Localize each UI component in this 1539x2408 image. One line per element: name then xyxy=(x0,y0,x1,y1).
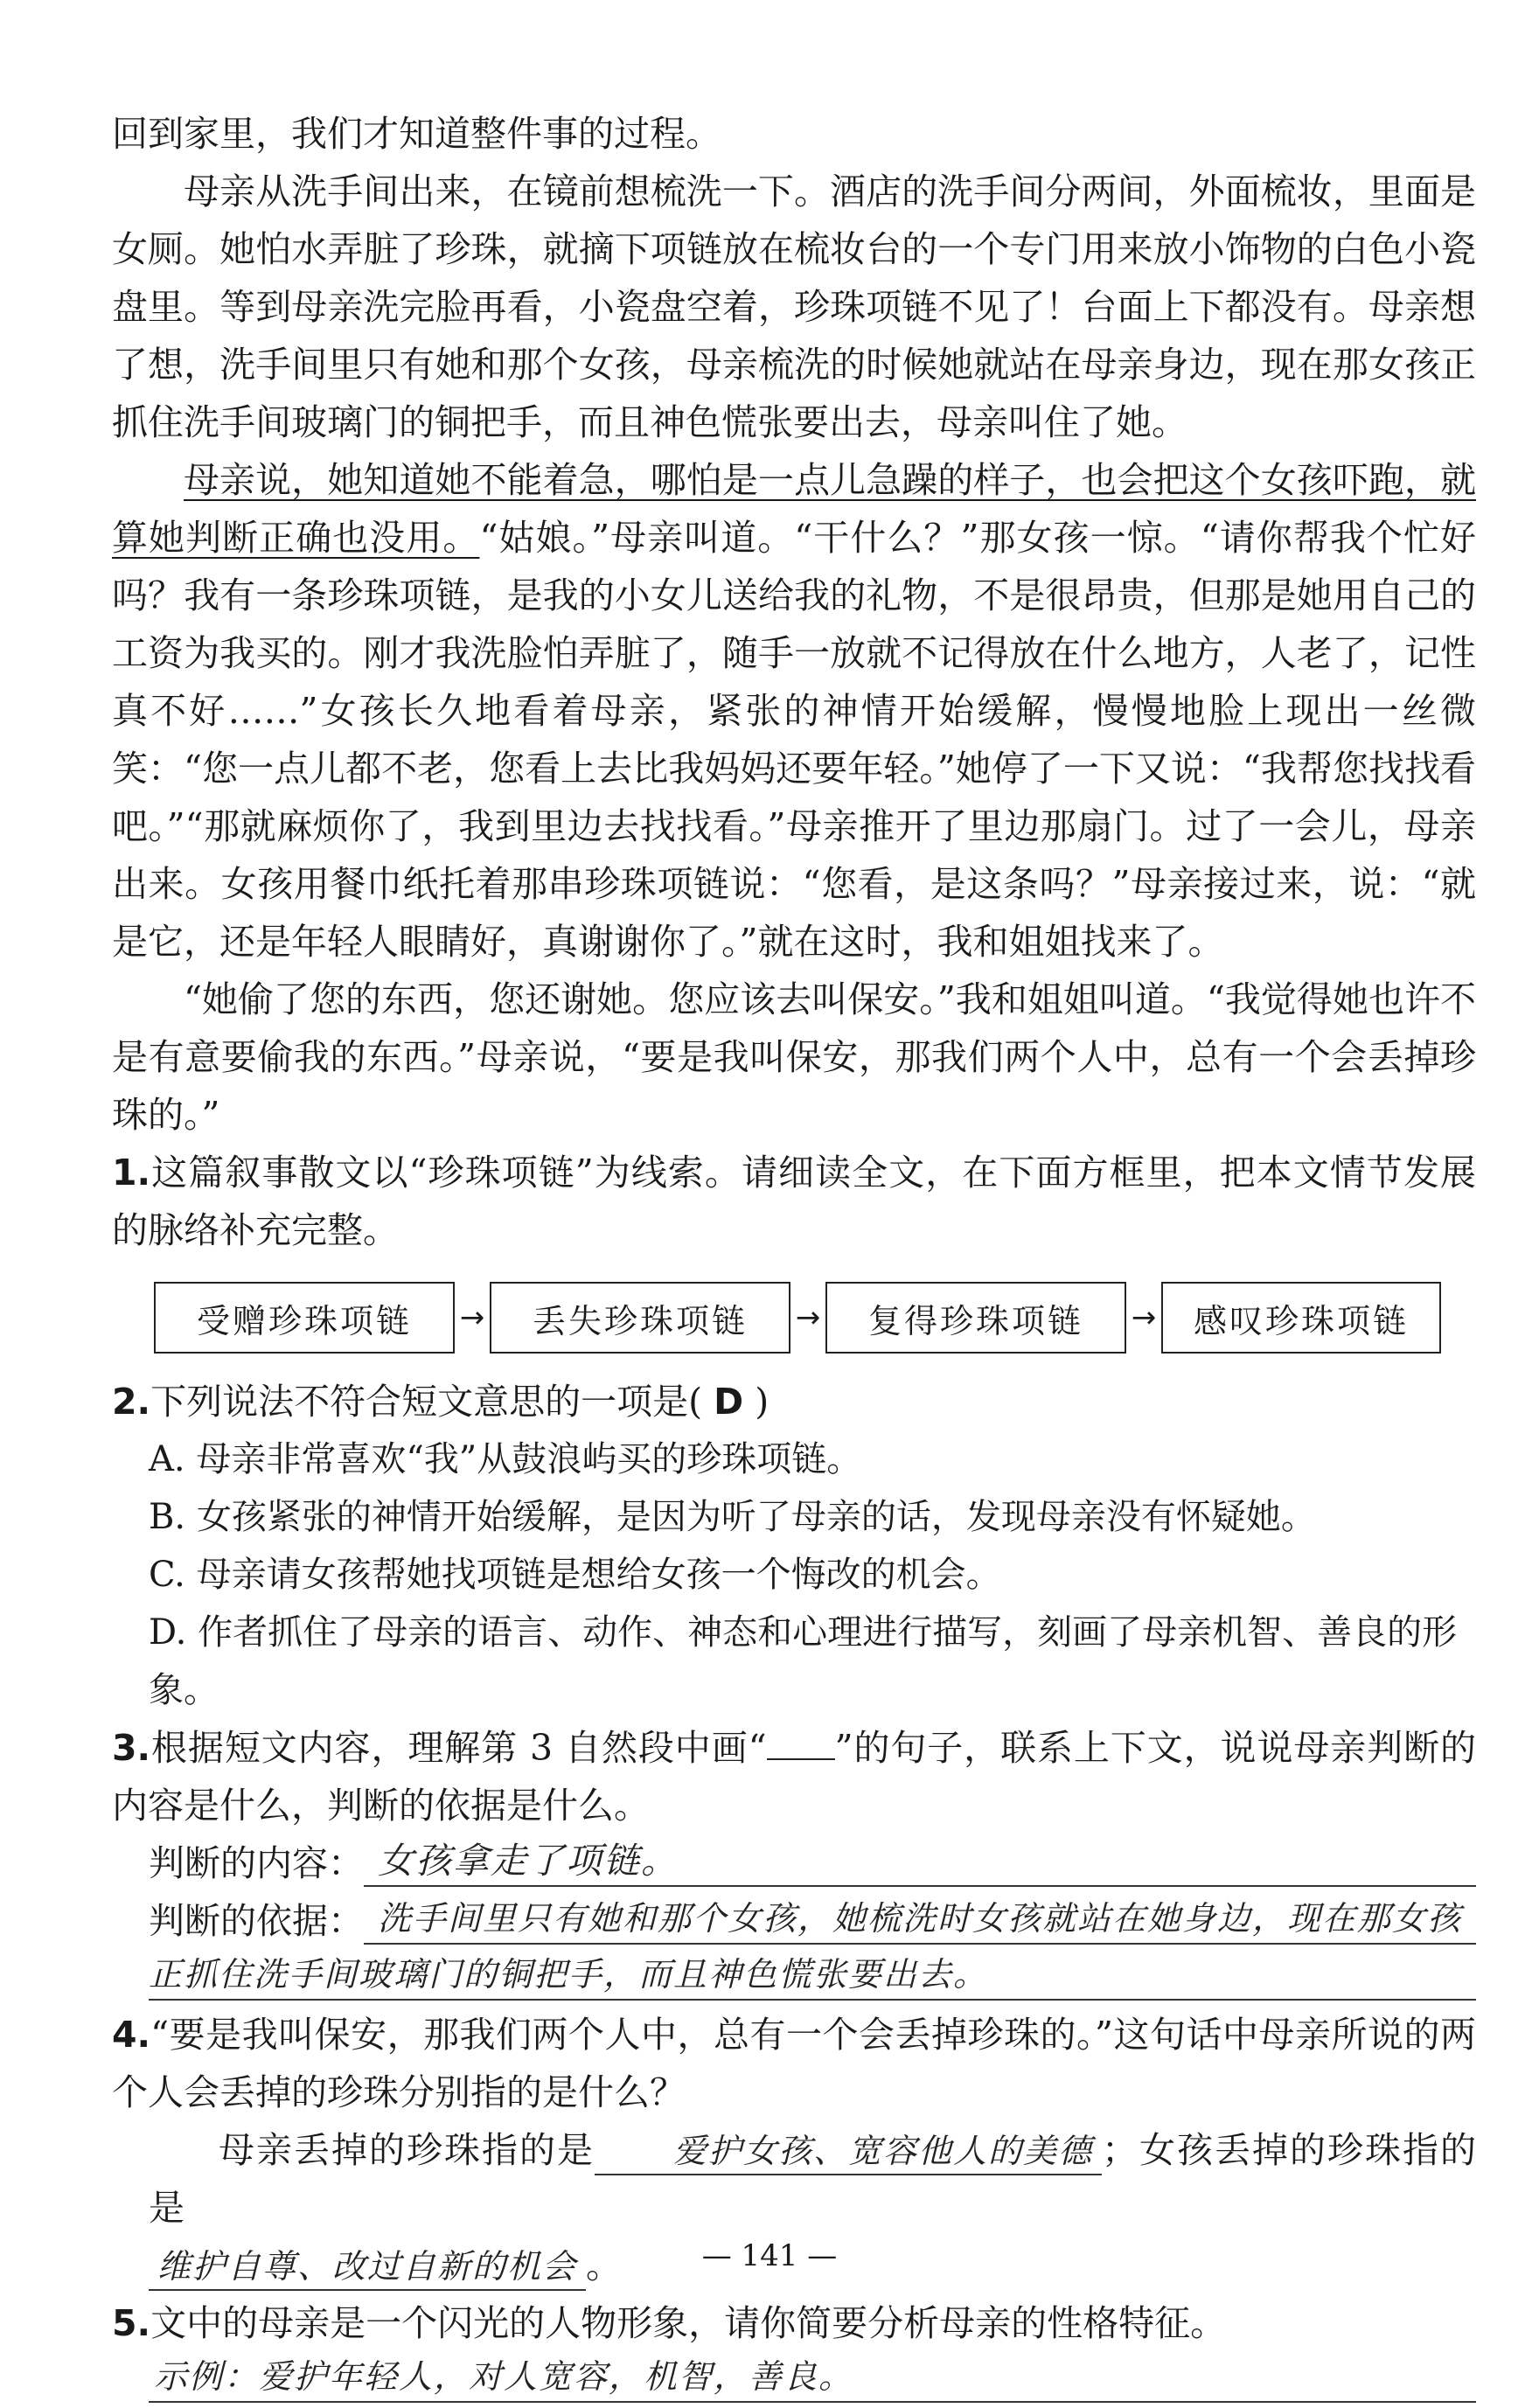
flow-box-4: 感叹珍珠项链 xyxy=(1161,1282,1441,1354)
question-2-answer: D xyxy=(714,1381,744,1423)
girl-pearl-answer: 维护自尊、改过自新的机会 xyxy=(149,2244,586,2291)
judgment-basis-row xyxy=(112,1892,1476,1950)
page-number: — 141 — xyxy=(701,2238,838,2273)
passage-paragraph-1: 母亲从洗手间出来，在镜前想梳洗一下。酒店的洗手间分两间，外面梳妆，里面是女厕。她怕水弄脏了珍珠，就摘下项链放在梳妆台的一个专门用来放小饰物的白色小瓷盘里。等到母亲洗完脸再看，小瓷盘空着，珍珠项链不见了！台面上下都没有。母亲想了想，洗手间里只有她和那个女孩，母亲梳洗的时候她就站在母亲身边，现在那女孩正抓住洗手间玻璃门的铜把手，而且神色慌张要出去，母亲叫住了她。 xyxy=(112,171,1476,443)
question-3-text-b: ”的句子，联系上下文，说说母亲判断的内容是什么，判断的依据是什么。 xyxy=(112,1727,1476,1827)
question-4-end: 。 xyxy=(586,2244,623,2286)
question-1-number: 1. xyxy=(112,1152,151,1194)
judgment-basis-answer-2: 正抓住洗手间玻璃门的铜把手，而且神色慌张要出去。 xyxy=(149,1950,1476,2001)
question-2 xyxy=(112,1373,1476,1430)
question-4 xyxy=(112,2006,1476,2121)
question-1-text: 这篇叙事散文以“珍珠项链”为线索。请细读全文，在下面方框里，把本文情节发展的脉络补充完整。 xyxy=(112,1152,1476,1251)
flow-box-2: 丢失珍珠项链 xyxy=(490,1282,790,1354)
passage-paragraph-2 xyxy=(112,451,1476,971)
judgment-content-label: 判断的内容： xyxy=(149,1842,364,1884)
flow-box-3: 复得珍珠项链 xyxy=(825,1282,1126,1354)
question-4-number: 4. xyxy=(112,2014,151,2056)
question-5-text: 文中的母亲是一个闪光的人物形象，请你简要分析母亲的性格特征。 xyxy=(150,2302,1227,2344)
question-2-number: 2. xyxy=(112,1381,151,1423)
question-4-text: “要是我叫保安，那我们两个人中，总有一个会丢掉珍珠的。”这句话中母亲所说的两个人会丢掉的珍珠分别指的是什么？ xyxy=(112,2014,1476,2113)
girl-pearl-label: ；女孩丢掉的珍珠指的是 xyxy=(149,2129,1477,2229)
underlined-sentence: 母亲说，她知道她不能着急，哪怕是一点儿急躁的样子，也会把这个女孩吓跑，就算她判断正确也没用。 xyxy=(112,459,1476,559)
flow-arrow-icon: → xyxy=(795,1300,821,1335)
question-5-number: 5. xyxy=(112,2302,151,2344)
question-3 xyxy=(112,1719,1476,1834)
judgment-basis-label: 判断的依据： xyxy=(149,1900,364,1942)
option-d: D. 作者抓住了母亲的语言、动作、神态和心理进行描写，刻画了母亲机智、善良的形象。 xyxy=(149,1612,1458,1710)
paragraph-2-rest: “姑娘。”母亲叫道。“干什么？”那女孩一惊。“请你帮我个忙好吗？我有一条珍珠项链，是我的小女儿送给我的礼物，不是很昂贵，但那是她用自己的工资为我买的。刚才我洗脸怕弄脏了，随手一放就不记得放在什么地方，人老了，记性真不好……”女孩长久地看着母亲，紧张的神情开始缓解，慢慢地脸上现出一丝微笑：“您一点儿都不老，您看上去比我妈妈还要年轻。”她停了一下又说：“我帮您找找看吧。”“那就麻烦你了，我到里边去找找看。”母亲推开了里边那扇门。过了一会儿，母亲出来。女孩用餐巾纸托着那串珍珠项链说：“您看，是这条吗？”母亲接过来，说：“就是它，还是年轻人眼睛好，真谢谢你了。”就在这时，我和姐姐找来了。 xyxy=(112,517,1476,963)
passage-paragraph-0: 回到家里，我们才知道整件事的过程。 xyxy=(112,113,721,155)
flow-box-1: 受赠珍珠项链 xyxy=(154,1282,455,1354)
mother-pearl-answer: 爱护女孩、宽容他人的美德 xyxy=(595,2128,1102,2175)
underline-mark xyxy=(767,1729,835,1760)
passage-paragraph-3: “她偷了您的东西，您还谢她。您应该去叫保安。”我和姐姐叫道。“我觉得她也许不是有意要偷我的东西。”母亲说，“要是我叫保安，那我们两个人中，总有一个会丢掉珍珠的。” xyxy=(112,978,1476,1136)
question-5 xyxy=(112,2294,1476,2352)
plot-flow-diagram xyxy=(154,1282,1476,1354)
option-a: A. 母亲非常喜欢“我”从鼓浪屿买的珍珠项链。 xyxy=(149,1439,862,1479)
question-3-text-a: 根据短文内容，理解第 3 自然段中画“ xyxy=(150,1727,767,1769)
mother-pearl-label: 母亲丢掉的珍珠指的是 xyxy=(219,2129,595,2171)
judgment-content-answer: 女孩拿走了项链。 xyxy=(364,1836,1476,1887)
page-content xyxy=(112,105,1476,2408)
option-b: B. 女孩紧张的神情开始缓解，是因为听了母亲的话，发现母亲没有怀疑她。 xyxy=(149,1497,1316,1537)
question-4-answer-line xyxy=(112,2121,1476,2237)
judgment-basis-answer-1: 洗手间里只有她和那个女孩，她梳洗时女孩就站在她身边，现在那女孩 xyxy=(364,1894,1476,1945)
judgment-content-row xyxy=(112,1834,1476,1892)
question-2-text: 下列说法不符合短文意思的一项是( xyxy=(150,1381,703,1423)
flow-arrow-icon: → xyxy=(1131,1300,1157,1335)
question-5-answer: 示例：爱护年轻人，对人宽容，机智，善良。 xyxy=(149,2352,1476,2403)
option-c: C. 母亲请女孩帮她找项链是想给女孩一个悔改的机会。 xyxy=(149,1555,1001,1595)
question-3-number: 3. xyxy=(112,1727,151,1769)
flow-arrow-icon: → xyxy=(459,1300,485,1335)
question-2-close: ) xyxy=(755,1381,770,1423)
question-1 xyxy=(112,1144,1476,1259)
